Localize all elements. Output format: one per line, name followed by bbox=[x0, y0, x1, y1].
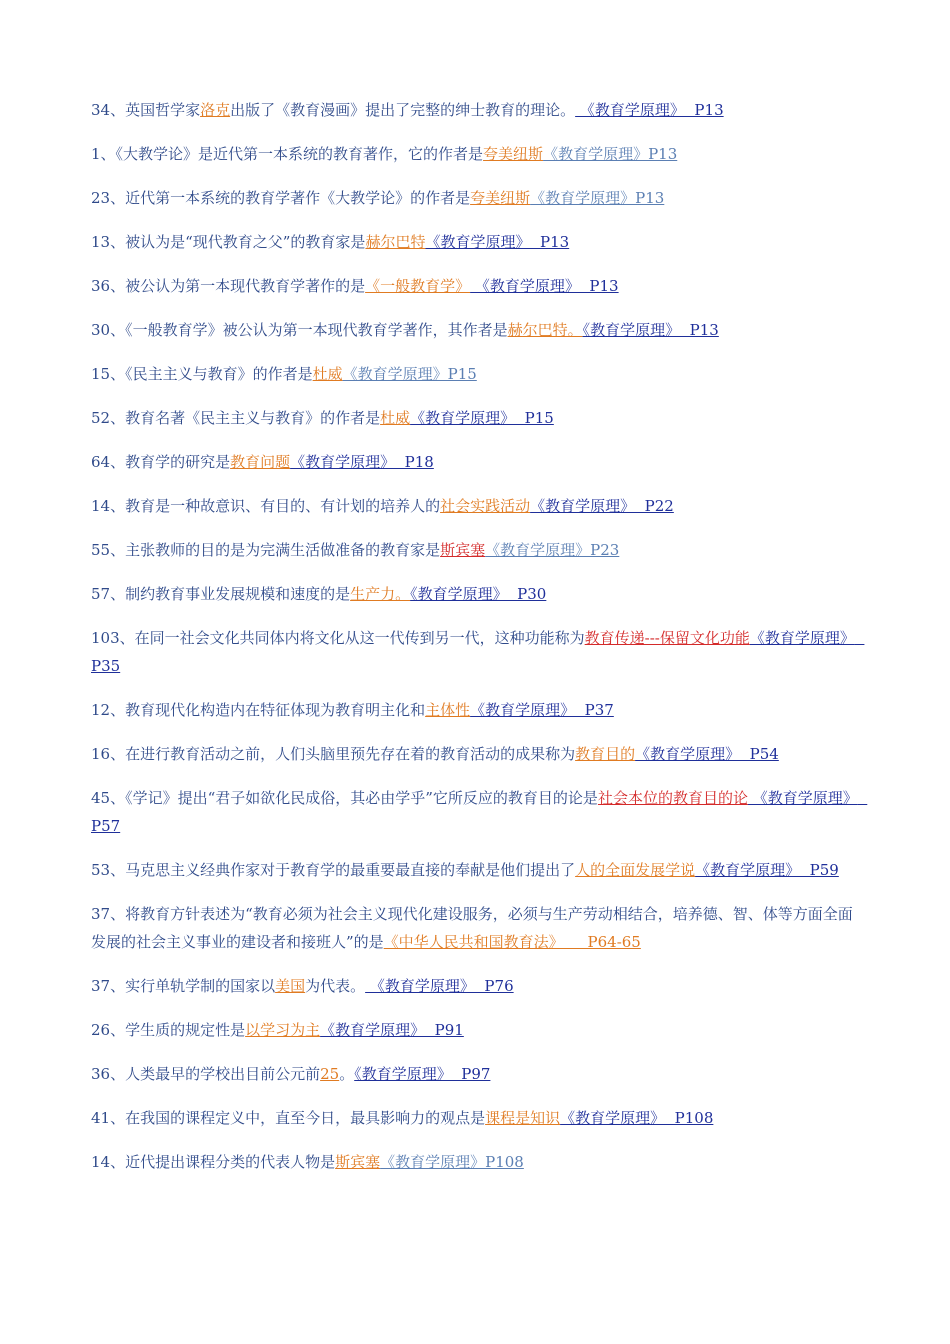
source-reference: 《教育学原理》 P54 bbox=[635, 745, 779, 763]
question-item bbox=[91, 624, 863, 680]
answer-text: 夸美纽斯 bbox=[470, 189, 531, 207]
answer-text: 教育问题 bbox=[230, 453, 291, 471]
question-item bbox=[91, 972, 863, 1000]
question-item bbox=[91, 316, 863, 344]
source-reference: 《教育学原理》 P91 bbox=[320, 1021, 464, 1039]
answer-text: 生产力。 bbox=[350, 585, 411, 603]
question-item bbox=[91, 784, 868, 840]
source-reference: 《教育学原理》 P35 bbox=[91, 629, 865, 675]
source-reference: 《教育学原理》 P30 bbox=[410, 585, 547, 603]
question-text-tail: 。 bbox=[339, 1065, 355, 1083]
answer-text: 主体性 bbox=[425, 701, 471, 719]
question-item bbox=[91, 272, 863, 300]
answer-text: 人的全面发展学说 bbox=[575, 861, 696, 879]
question-text: 41、在我国的课程定义中，直至今日，最具影响力的观点是 bbox=[91, 1109, 486, 1127]
question-text: 53、马克思主义经典作家对于教育学的最重要最直接的奉献是他们提出了 bbox=[91, 861, 576, 879]
question-text: 23、近代第一本系统的教育学著作《大教学论》的作者是 bbox=[91, 189, 471, 207]
answer-text: 赫尔巴特 bbox=[365, 233, 426, 251]
question-text: 36、人类最早的学校出目前公元前 bbox=[91, 1065, 321, 1083]
question-item bbox=[91, 696, 863, 724]
source-reference: 《教育学原理》 P13 bbox=[582, 321, 719, 339]
question-text: 34、英国哲学家 bbox=[91, 101, 201, 119]
question-item bbox=[91, 492, 863, 520]
question-text: 57、制约教育事业发展规模和速度的是 bbox=[91, 585, 351, 603]
question-text-tail: 出版了《教育漫画》提出了完整的绅士教育的理论。 bbox=[230, 101, 576, 119]
answer-text: 杜威 bbox=[380, 409, 411, 427]
document-page bbox=[91, 96, 868, 1192]
answer-text: 洛克 bbox=[200, 101, 231, 119]
source-reference: 《教育学原理》 P97 bbox=[354, 1065, 491, 1083]
question-item bbox=[91, 1016, 863, 1044]
question-item bbox=[91, 536, 863, 564]
question-item bbox=[91, 228, 863, 256]
answer-text: 教育目的 bbox=[575, 745, 636, 763]
question-item bbox=[91, 184, 863, 212]
question-text: 52、教育名著《民主主义与教育》的作者是 bbox=[91, 409, 381, 427]
source-reference: 《教育学原理》 P22 bbox=[530, 497, 674, 515]
question-text: 45、《学记》提出“君子如欲化民成俗，其必由学乎”它所反应的教育目的论是 bbox=[91, 789, 598, 807]
source-reference: 《教育学原理》 P76 bbox=[365, 977, 514, 995]
source-reference: 《教育学原理》 P59 bbox=[695, 861, 839, 879]
question-item bbox=[91, 448, 863, 476]
question-text: 14、近代提出课程分类的代表人物是 bbox=[91, 1153, 336, 1171]
question-text: 26、学生质的规定性是 bbox=[91, 1021, 246, 1039]
question-item bbox=[91, 1104, 863, 1132]
answer-text: 25 bbox=[320, 1065, 340, 1083]
source-reference: 《教育学原理》 P13 bbox=[425, 233, 570, 251]
source-reference: 《教育学原理》P108 bbox=[380, 1153, 524, 1171]
question-text: 30、《一般教育学》被公认为第一本现代教育学著作，其作者是 bbox=[91, 321, 508, 339]
question-text: 16、在进行教育活动之前，人们头脑里预先存在着的教育活动的成果称为 bbox=[91, 745, 576, 763]
source-reference: 《教育学原理》 P57 bbox=[91, 789, 868, 835]
question-item bbox=[91, 740, 863, 768]
question-item bbox=[91, 1148, 863, 1176]
question-item bbox=[91, 140, 863, 168]
source-reference: 《教育学原理》 P108 bbox=[560, 1109, 714, 1127]
question-text: 55、主张教师的目的是为完满生活做准备的教育家是 bbox=[91, 541, 441, 559]
answer-text: 杜威 bbox=[312, 365, 343, 383]
question-text: 13、被认为是“现代教育之父”的教育家是 bbox=[91, 233, 366, 251]
source-reference: 《教育学原理》 P37 bbox=[470, 701, 614, 719]
answer-text: 社会实践活动 bbox=[440, 497, 531, 515]
answer-text: 社会本位的教育目的论 bbox=[597, 789, 748, 807]
answer-text: 美国 bbox=[275, 977, 306, 995]
question-item bbox=[91, 404, 863, 432]
question-text: 64、教育学的研究是 bbox=[91, 453, 231, 471]
question-text: 37、实行单轨学制的国家以 bbox=[91, 977, 276, 995]
answer-text: 斯宾塞 bbox=[335, 1153, 381, 1171]
question-text-tail: 为代表。 bbox=[305, 977, 366, 995]
answer-text: 夸美纽斯 bbox=[483, 145, 544, 163]
answer-text: 斯宾塞 bbox=[440, 541, 486, 559]
source-reference: 《教育学原理》P23 bbox=[485, 541, 620, 559]
question-item bbox=[91, 96, 863, 124]
answer-text: 《一般教育学》 bbox=[365, 277, 471, 295]
source-reference: 《教育学原理》P15 bbox=[342, 365, 477, 383]
answer-text: 赫尔巴特。 bbox=[507, 321, 583, 339]
question-text: 15、《民主主义与教育》的作者是 bbox=[91, 365, 313, 383]
question-text: 14、教育是一种故意识、有目的、有计划的培养人的 bbox=[91, 497, 441, 515]
question-text: 103、在同一社会文化共同体内将文化从这一代传到另一代，这种功能称为 bbox=[91, 629, 585, 647]
question-text: 36、被公认为第一本现代教育学著作的是 bbox=[91, 277, 366, 295]
question-item bbox=[91, 580, 863, 608]
answer-text: 以学习为主 bbox=[245, 1021, 321, 1039]
question-item bbox=[91, 900, 863, 956]
source-reference: 《教育学原理》P13 bbox=[530, 189, 665, 207]
question-text: 37、将教育方针表述为“教育必须为社会主义现代化建设服务，必须与生产劳动相结合，培养德、智、体等方面全面发展的社会主义事业的建设者和接班人”的是 bbox=[91, 905, 853, 951]
question-text: 1、《大教学论》是近代第一本系统的教育著作，它的作者是 bbox=[91, 145, 484, 163]
source-reference: 《教育学原理》 P13 bbox=[470, 277, 619, 295]
source-reference: 《教育学原理》 P18 bbox=[290, 453, 434, 471]
question-item bbox=[91, 360, 863, 388]
source-reference: 《教育学原理》 P13 bbox=[575, 101, 724, 119]
source-reference: 《教育学原理》 P15 bbox=[410, 409, 554, 427]
question-text: 12、教育现代化构造内在特征体现为教育明主化和 bbox=[91, 701, 426, 719]
question-item bbox=[91, 1060, 863, 1088]
answer-text: 课程是知识 bbox=[485, 1109, 561, 1127]
source-reference: 《中华人民共和国教育法》 P64-65 bbox=[383, 933, 641, 951]
answer-text: 教育传递---保留文化功能 bbox=[584, 629, 750, 647]
question-item bbox=[91, 856, 863, 884]
source-reference: 《教育学原理》P13 bbox=[543, 145, 678, 163]
